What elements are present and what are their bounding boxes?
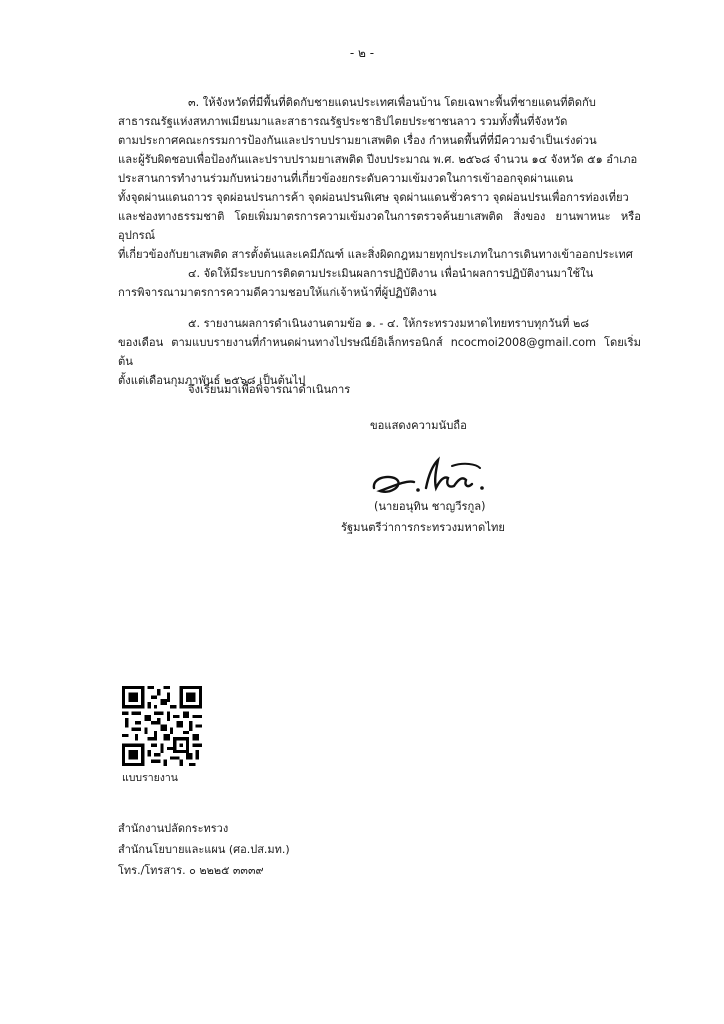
paragraph-line: ตามประกาศคณะกรรมการป้องกันและปราบปรามยาเสพติด เรื่อง กำหนดพื้นที่ที่มีความจำเป็นเร่งด่วน: [118, 134, 597, 147]
closing-request: จึงเรียนมาเพื่อพิจารณาดำเนินการ: [188, 383, 351, 396]
signature-image: [368, 454, 498, 500]
paragraph-item-5: [118, 314, 641, 390]
paragraph-line: และช่องทางธรรมชาติ โดยเพิ่มมาตรการความเข้มงวดในการตรวจค้นยาเสพติด สิ่งของ ยานพาหนะ หรืออุปกรณ์: [118, 210, 641, 242]
footer-contact: [118, 818, 290, 881]
paragraph-line: ๔. จัดให้มีระบบการติดตามประเมินผลการปฏิบัติงาน เพื่อนำผลการปฏิบัติงานมาใช้ใน: [188, 267, 594, 280]
paragraph-item-4: [118, 264, 641, 302]
paragraph-line: ทั้งจุดผ่านแดนถาวร จุดผ่อนปรนการค้า จุดผ่อนปรนพิเศษ จุดผ่านแดนชั่วคราว จุดผ่อนปรนเพื่อการท่องเที่ยว: [118, 191, 629, 204]
footer-division: สำนักนโยบายและแผน (ศอ.ปส.มท.): [118, 843, 290, 856]
qr-label: แบบรายงาน: [122, 772, 178, 784]
paragraph-item-3: [118, 93, 641, 264]
paragraph-line: ตั้งแต่เดือนกุมภาพันธ์ ๒๕๖๘ เป็นต้นไป: [118, 374, 306, 387]
footer-phone: โทร./โทรสาร. ๐ ๒๒๒๕ ๓๓๓๙: [118, 864, 264, 877]
regards-text: ขอแสดงความนับถือ: [370, 419, 467, 432]
signer-title: รัฐมนตรีว่าการกระทรวงมหาดไทย: [341, 521, 505, 534]
qr-code-image: [122, 686, 202, 766]
paragraph-line: สาธารณรัฐแห่งสหภาพเมียนมาและสาธารณรัฐประชาธิปไตยประชาชนลาว รวมทั้งพื้นที่จังหวัด: [118, 115, 568, 128]
paragraph-line: ประสานการทำงานร่วมกับหน่วยงานที่เกี่ยวข้องยกระดับความเข้มงวดในการเข้าออกจุดผ่านแดน: [118, 172, 573, 185]
page-number: - ๒ -: [349, 46, 375, 60]
paragraph-line: ของเดือน ตามแบบรายงานที่กำหนดผ่านทางไปรษณีย์อิเล็กทรอนิกส์ ncocmoi2008@gmail.com โดยเริ่มต้น: [118, 336, 641, 368]
signer-name: (นายอนุทิน ชาญวีรกูล): [374, 500, 486, 513]
paragraph-line: และผู้รับผิดชอบเพื่อป้องกันและปราบปรามยาเสพติด ปีงบประมาณ พ.ศ. ๒๕๖๘ จำนวน ๑๔ จังหวัด ๕๑ อำเภอ: [118, 153, 638, 166]
paragraph-line: การพิจารณามาตรการความดีความชอบให้แก่เจ้าหน้าที่ผู้ปฏิบัติงาน: [118, 286, 437, 299]
footer-office: สำนักงานปลัดกระทรวง: [118, 822, 229, 835]
paragraph-line: ที่เกี่ยวข้องกับยาเสพติด สารตั้งต้นและเคมีภัณฑ์ และสิ่งผิดกฎหมายทุกประเภทในการเดินทางเข้าออกประเทศ: [118, 248, 633, 261]
paragraph-line: ๕. รายงานผลการดำเนินงานตามข้อ ๑. - ๔. ให้กระทรวงมหาดไทยทราบทุกวันที่ ๒๘: [188, 317, 589, 330]
paragraph-line: ๓. ให้จังหวัดที่มีพื้นที่ติดกับชายแดนประเทศเพื่อนบ้าน โดยเฉพาะพื้นที่ชายแดนที่ติดกับ: [188, 96, 596, 109]
